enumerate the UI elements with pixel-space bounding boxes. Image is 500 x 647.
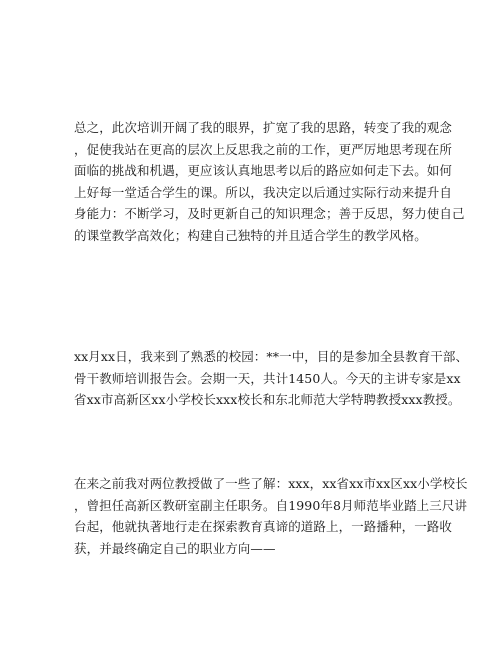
paragraph-summary: [74, 117, 465, 246]
text-line: 面临的挑战和机遇，更应该认真地思考以后的路应如何走下去。如何: [74, 163, 453, 178]
text-line: 总之，此次培训开阔了我的眼界，扩宽了我的思路，转变了我的观念: [74, 120, 453, 135]
text-line: ，曾担任高新区教研室副主任职务。自1990年8月师范毕业踏上三尺讲: [74, 497, 468, 513]
text-line: 在来之前我对两位教授做了一些了解：xxx，xx省xx市xx区xx小学校长: [74, 476, 468, 491]
paragraph-meeting: [74, 346, 469, 411]
paragraph-professors: [74, 473, 468, 559]
text-line: 的课堂教学高效化；构建自己独特的并且适合学生的教学风格。: [74, 227, 427, 243]
text-line: 台起，他就执著地行走在探索教育真谛的道路上，一路播种，一路收: [74, 519, 453, 534]
text-line: ，促使我站在更高的层次上反思我之前的工作，更严厉地思考现在所: [74, 141, 453, 157]
text-line: 获，并最终确定自己的职业方向——: [74, 540, 276, 556]
text-line: 骨干教师培训报告会。会期一天，共计1450人。今天的主讲专家是xx: [74, 370, 461, 386]
text-line: 身能力：不断学习，及时更新自己的知识理念；善于反思，努力使自己: [74, 206, 465, 221]
text-line: 上好每一堂适合学生的课。所以，我决定以后通过实际行动来提升自: [74, 184, 453, 200]
text-line: 省xx市高新区xx小学校长xxx校长和东北师范大学特聘教授xxx教授。: [74, 392, 461, 407]
text-line: xx月xx日，我来到了熟悉的校园：**一中，目的是参加全县教育干部、: [74, 349, 469, 364]
